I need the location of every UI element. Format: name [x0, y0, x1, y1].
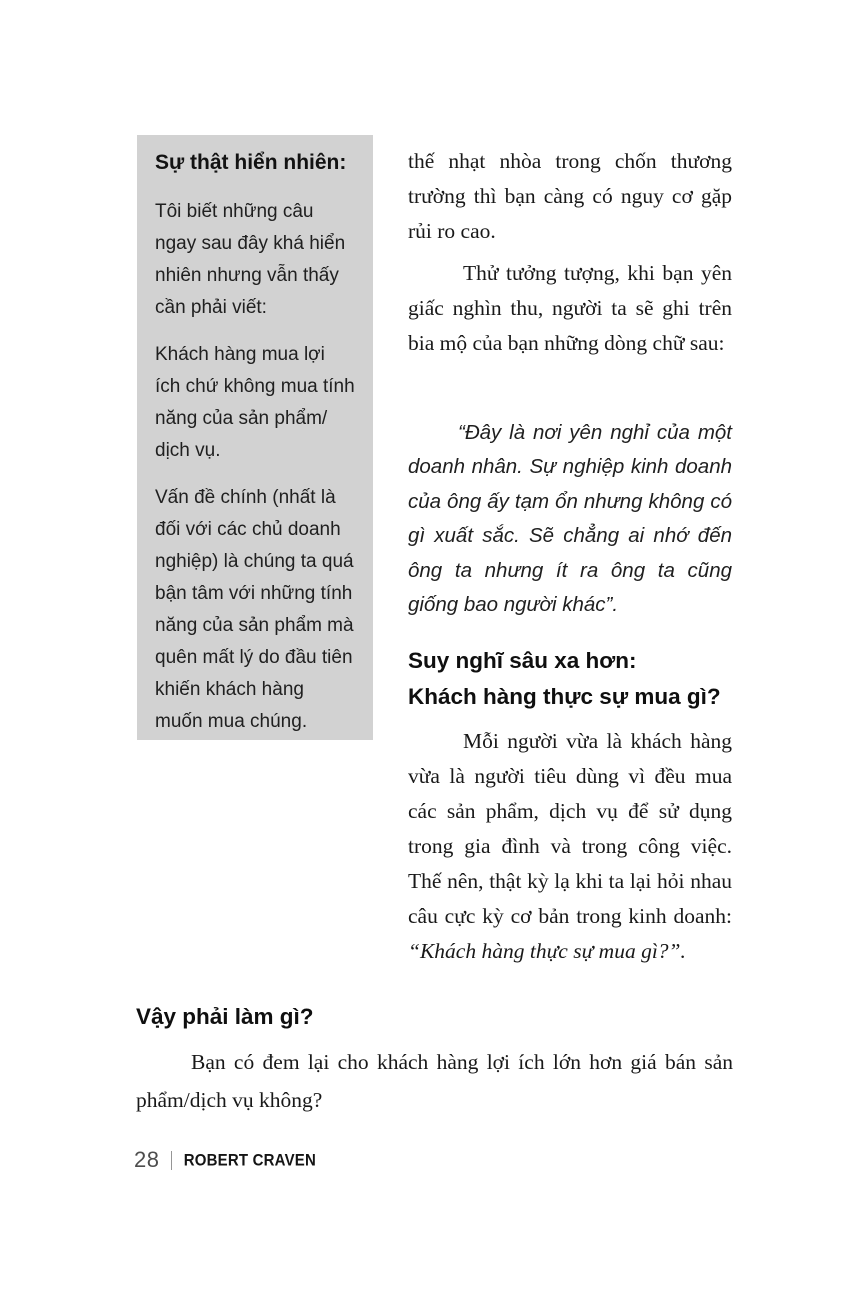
body-paragraph-continuation: thế nhạt nhòa trong chốn thương trường thì bạn càng có nguy cơ gặp rủi ro cao.	[408, 148, 732, 243]
footer-separator: |	[170, 1148, 174, 1171]
callout-paragraph: Khách hàng mua lợi ích chứ không mua tính năng của sản phẩm/ dịch vụ.	[155, 344, 355, 461]
body-paragraph	[408, 724, 732, 969]
callout-heading: Sự thật hiển nhiên:	[155, 151, 347, 174]
callout-paragraph: Tôi biết những câu ngay sau đây khá hiển nhiên nhưng vẫn thấy cần phải viết:	[155, 201, 346, 318]
body-paragraph: Thử tưởng tượng, khi bạn yên giấc nghìn thu, người ta sẽ ghi trên bia mộ của bạn những dòng chữ sau:	[408, 260, 732, 355]
bottom-section-paragraph: Bạn có đem lại cho khách hàng lợi ích lớn hơn giá bán sản phẩm/dịch vụ không?	[136, 1050, 733, 1112]
paragraph-text: Mỗi người vừa là khách hàng vừa là người tiêu dùng vì đều mua các sản phẩm, dịch vụ để sử dụng trong gia đình và trong công việc. Thế nên, thật kỳ lạ khi ta lại hỏi nhau câu cực kỳ cơ bản trong kinh doanh:	[408, 728, 732, 928]
paragraph-italic-question: “Khách hàng thực sự mua gì?”.	[408, 938, 686, 963]
author-name: ROBERT CRAVEN	[183, 1150, 317, 1170]
section-heading-line2: Khách hàng thực sự mua gì?	[408, 683, 721, 709]
callout-box	[137, 135, 373, 740]
epitaph-quote: “Đây là nơi yên nghỉ của một doanh nhân. Sự nghiệp kinh doanh của ông ấy tạm ổn nhưng không có gì xuất sắc. Sẽ chẳng ai nhớ đến ông ta nhưng ít ra ông ta cũng giống bao người khác”.	[408, 420, 732, 616]
page-footer	[134, 1147, 316, 1173]
section-heading-line1: Suy nghĩ sâu xa hơn:	[408, 647, 637, 673]
page-number: 28	[134, 1147, 160, 1172]
bottom-section-heading: Vậy phải làm gì?	[136, 1004, 314, 1029]
callout-paragraph: Vấn đề chính (nhất là đối với các chủ doanh nghiệp) là chúng ta quá bận tâm với những tính năng của sản phẩm mà quên mất lý do đầu tiên khiến khách hàng muốn mua chúng.	[155, 487, 354, 732]
section-heading	[408, 643, 732, 715]
